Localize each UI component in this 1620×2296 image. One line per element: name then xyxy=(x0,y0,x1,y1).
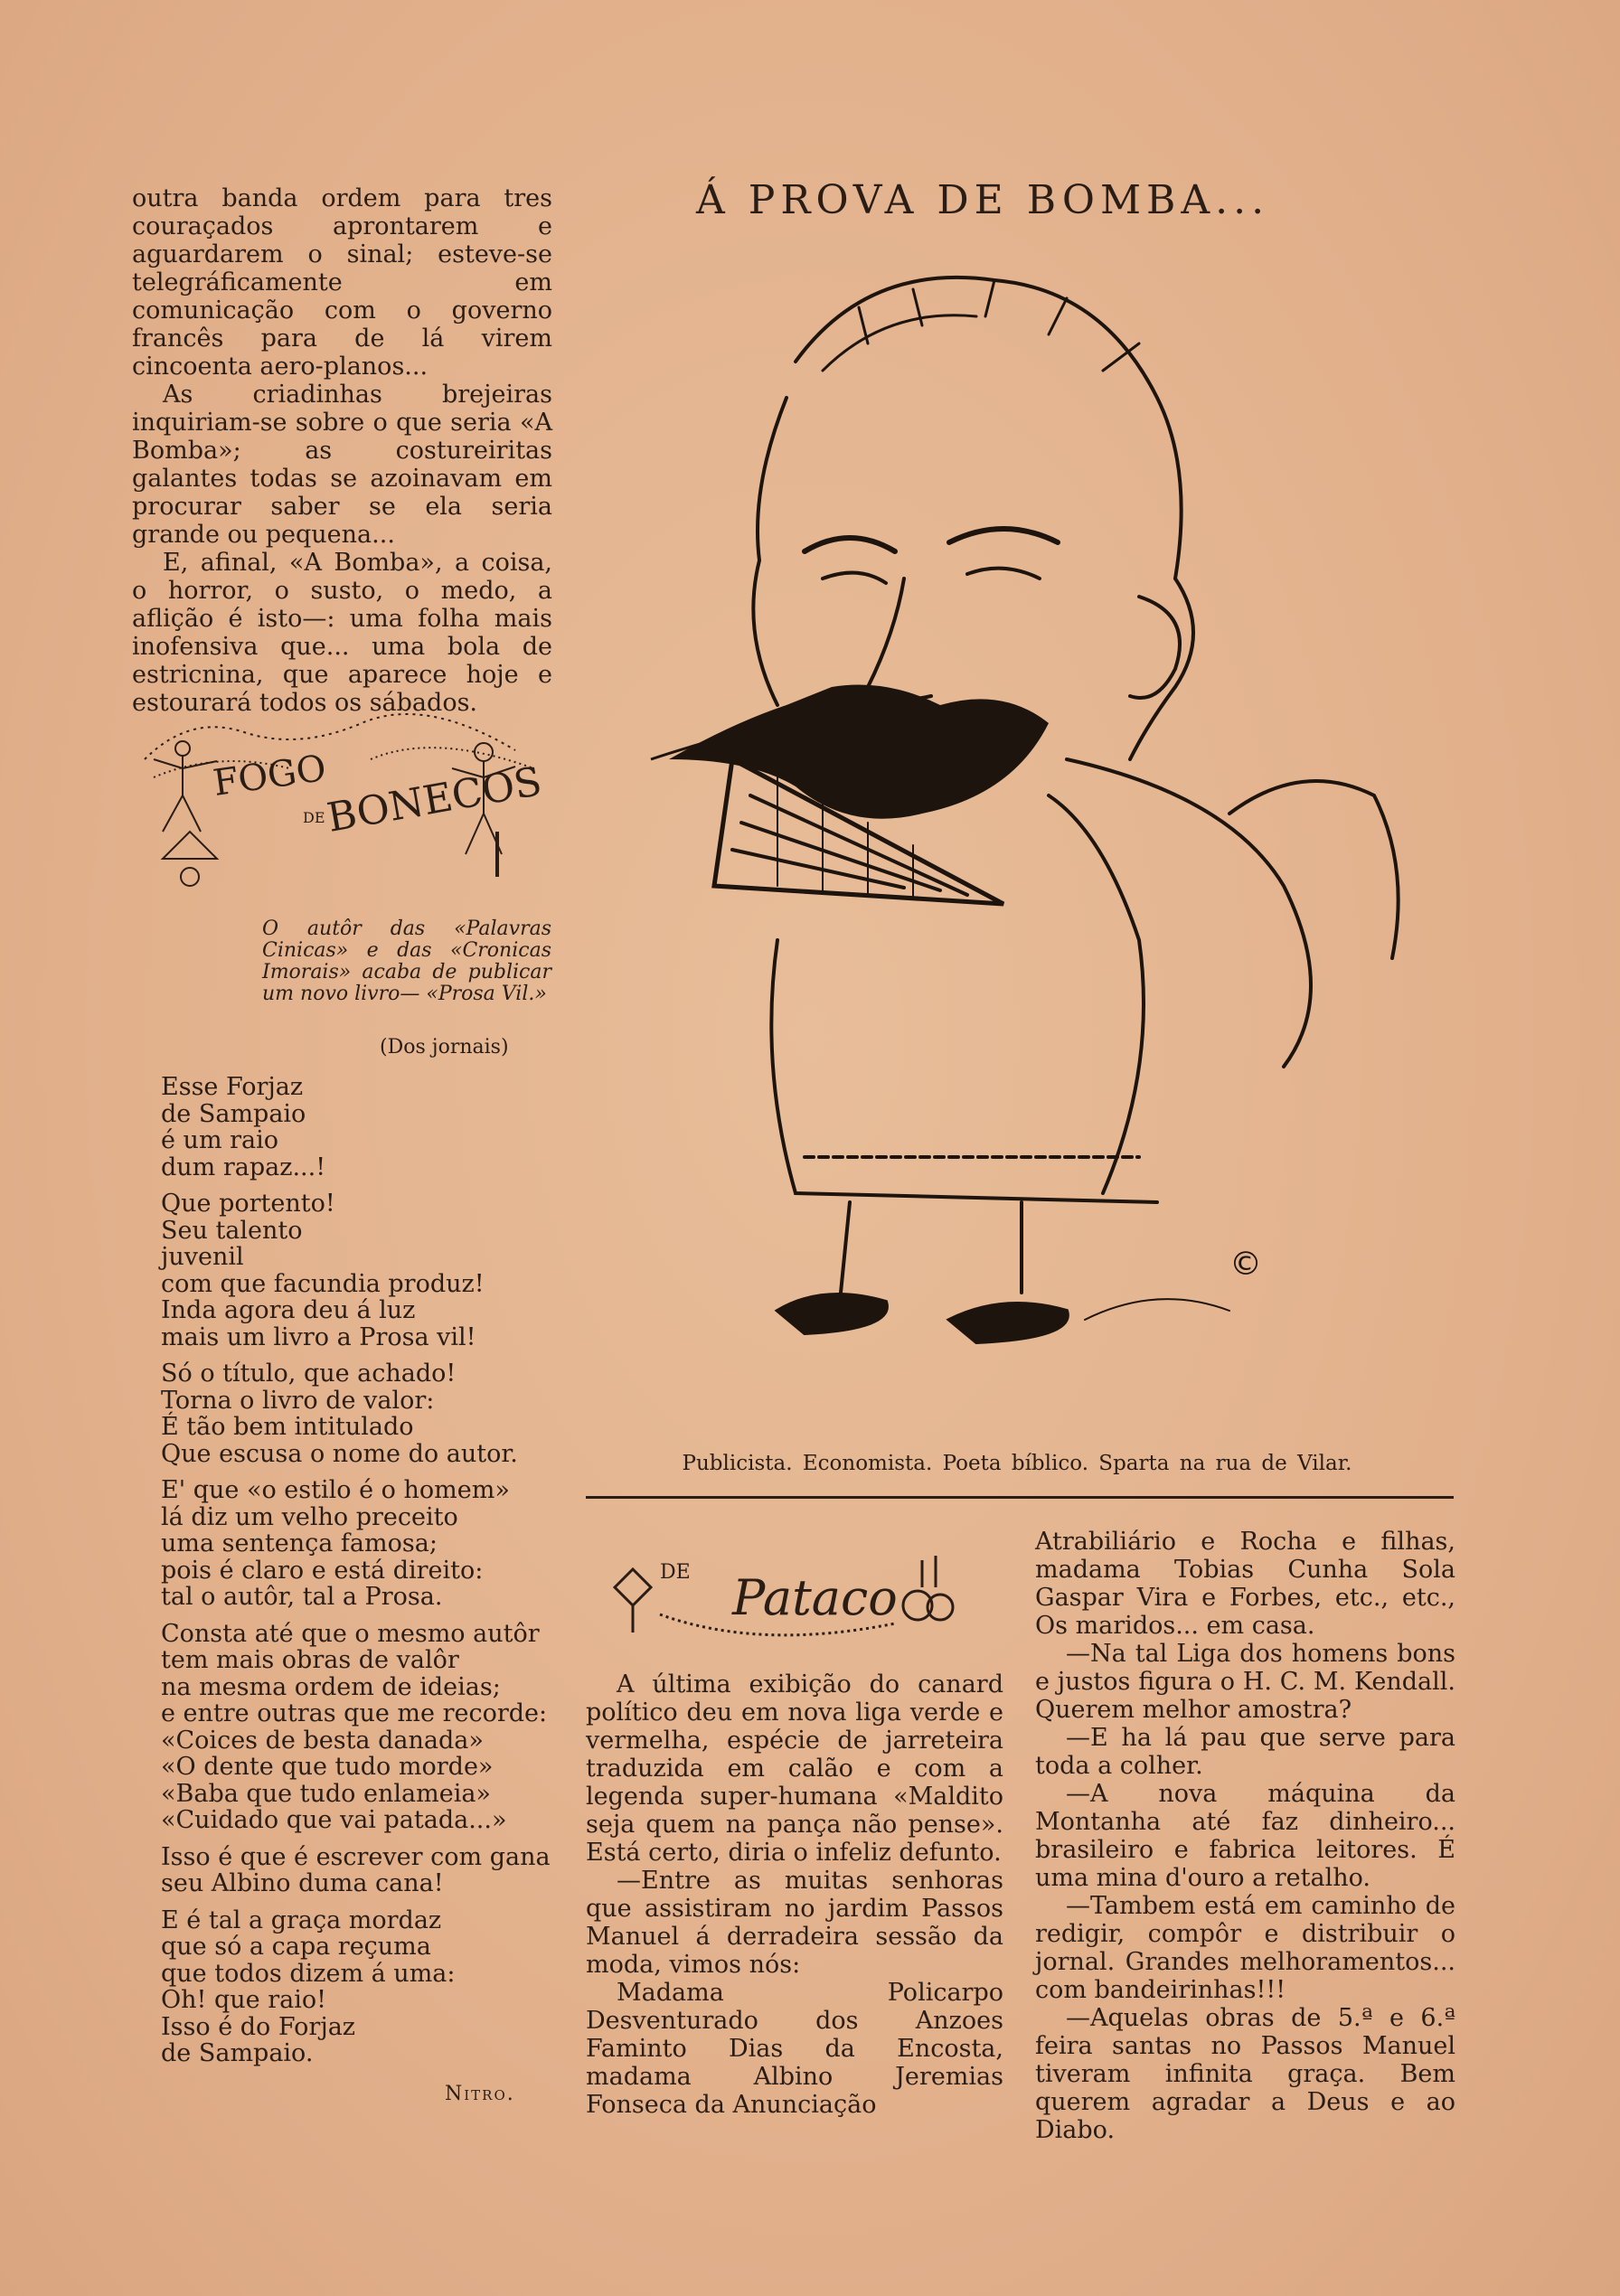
paragraph: outra banda ordem para tres couraçados aprontarem e aguardarem o sinal; esteve-se telegráficamente em comunicação com o governo francês para de lá virem cincoenta aero-planos... xyxy=(132,184,552,381)
paragraph: —Tambem está em caminho de redigir, compôr e distribuir o jornal. Grandes melhoramentos... com bandeirinhas!!! xyxy=(1035,1892,1455,2004)
poem-line: «Baba que tudo enlameia» xyxy=(161,1779,491,1808)
paragraph: A última exibição do canard político deu em nova liga verde e vermelha, espécie de jarreteira traduzida em calão e com a legenda super-humana «Maldito seja quem na pança não pense». Está certo, diria o infeliz defunto. xyxy=(586,1670,1003,1867)
caricature-illustration xyxy=(597,253,1446,1446)
poem-line: juvenil xyxy=(161,1243,244,1271)
poem-line: tal o autôr, tal a Prosa. xyxy=(161,1583,443,1611)
poem-stanza xyxy=(161,1907,559,2067)
svg-text:FOGO: FOGO xyxy=(210,747,329,805)
paragraph: E, afinal, «A Bomba», a coisa, o horror, o susto, o medo, a aflição é isto—: uma folha mais inofensiva que... uma bola de estricnina, que aparece hoje e estourará todos os sábados. xyxy=(132,549,552,717)
poem-line: Que escusa o nome do autor. xyxy=(161,1439,518,1468)
poem-line: pois é claro e está direito: xyxy=(161,1556,484,1585)
paragraph: —Na tal Liga dos homens bons e justos figura o H. C. M. Kendall. Querem melhor amostra? xyxy=(1035,1640,1455,1724)
page-title: Á PROVA DE BOMBA... xyxy=(696,177,1270,223)
poem-stanza xyxy=(161,1844,559,1897)
de-pataco-column-1 xyxy=(586,1670,1003,2119)
paragraph: Madama Policarpo Desventurado dos Anzoes Faminto Dias da Encosta, madama Albino Jeremias Fonseca da Anunciação xyxy=(586,1979,1003,2119)
svg-text:DE: DE xyxy=(303,809,325,826)
poem-line: Oh! que raio! xyxy=(161,1986,326,2014)
svg-text:©: © xyxy=(1229,1246,1262,1283)
poem-line: Que portento! xyxy=(161,1190,335,1218)
svg-text:Pataco: Pataco xyxy=(732,1569,898,1626)
poem-line: e entre outras que me recorde: xyxy=(161,1699,548,1727)
poem-stanza xyxy=(161,1621,559,1834)
poem-line: E' que «o estilo é o homem» xyxy=(161,1476,510,1504)
de-pataco-illustration xyxy=(597,1533,976,1660)
poem-stanza xyxy=(161,1477,559,1611)
epigraph-source: (Dos jornais) xyxy=(380,1036,509,1059)
paragraph: —Entre as muitas senhoras que assistiram no jardim Passos Manuel á derradeira sessão da moda, vimos nós: xyxy=(586,1867,1003,1979)
poem-line: dum rapaz...! xyxy=(161,1153,326,1181)
divider xyxy=(586,1496,1454,1499)
poem-line: «O dente que tudo morde» xyxy=(161,1753,494,1781)
poem-line: seu Albino duma cana! xyxy=(161,1869,444,1897)
poem-line: Consta até que o mesmo autôr xyxy=(161,1619,540,1648)
poem-stanza xyxy=(161,1074,559,1181)
poem-line: Seu talento xyxy=(161,1216,303,1245)
poem-line: «Coices de besta danada» xyxy=(161,1726,484,1755)
poem-line: de Sampaio xyxy=(161,1099,306,1128)
poem-line: Inda agora deu á luz xyxy=(161,1296,416,1324)
de-pataco-column-2 xyxy=(1035,1528,1455,2144)
poem-line: que só a capa reçuma xyxy=(161,1933,431,1961)
poem-stanza xyxy=(161,1360,559,1467)
paragraph: —Aquelas obras de 5.ª e 6.ª feira santas no Passos Manuel tiveram infinita graça. Bem querem agradar a Deus e ao Diabo. xyxy=(1035,2004,1455,2144)
epigraph: O autôr das «Palavras Cinicas» e das «Cronicas Imorais» acaba de publicar um novo livro— «Prosa Vil.» xyxy=(262,917,551,1005)
signature: Nitro. xyxy=(445,2083,515,2105)
poem-line: lá diz um velho preceito xyxy=(161,1502,458,1531)
poem-line: Só o título, que achado! xyxy=(161,1360,457,1388)
poem-line: tem mais obras de valôr xyxy=(161,1646,459,1674)
poem-line: que todos dizem á uma: xyxy=(161,1959,456,1988)
paragraph: Atrabiliário e Rocha e filhas, madama Tobias Cunha Sola Gaspar Vira e Forbes, etc., etc., Os maridos... em casa. xyxy=(1035,1528,1455,1640)
paragraph: —E ha lá pau que serve para toda a colher. xyxy=(1035,1724,1455,1780)
poem-line: Isso é do Forjaz xyxy=(161,2012,356,2041)
poem-line: Isso é que é escrever com gana xyxy=(161,1842,551,1871)
poem-line: mais um livro a Prosa vil! xyxy=(161,1322,476,1351)
poem-line: de Sampaio. xyxy=(161,2039,314,2067)
fogo-de-bonecos-illustration xyxy=(136,696,551,904)
poem-line: E é tal a graça mordaz xyxy=(161,1905,442,1934)
poem-line: Torna o livro de valor: xyxy=(161,1386,435,1415)
poem-line: uma sentença famosa; xyxy=(161,1529,438,1557)
poem-line: Esse Forjaz xyxy=(161,1073,304,1101)
paragraph: —A nova máquina da Montanha até faz dinheiro... brasileiro e fabrica leitores. É uma mina d'ouro a retalho. xyxy=(1035,1780,1455,1892)
left-column-text xyxy=(132,184,552,717)
paragraph: As criadinhas brejeiras inquiriam-se sobre o que seria «A Bomba»; as costureiritas galantes todas se azoinavam em procurar saber se ela seria grande ou pequena... xyxy=(132,381,552,549)
poem-line: «Cuidado que vai patada...» xyxy=(161,1806,507,1834)
poem xyxy=(161,1074,559,2077)
poem-line: na mesma ordem de ideias; xyxy=(161,1672,501,1701)
poem-line: É tão bem intitulado xyxy=(161,1413,414,1441)
cartoon-caption: Publicista. Economista. Poeta bíblico. Sparta na rua de Vilar. xyxy=(682,1452,1352,1475)
poem-line: com que facundia produz! xyxy=(161,1269,485,1298)
poem-line: é um raio xyxy=(161,1126,279,1154)
svg-text:BONECOS: BONECOS xyxy=(324,757,546,842)
svg-text:DE: DE xyxy=(660,1561,691,1584)
poem-stanza xyxy=(161,1190,559,1350)
